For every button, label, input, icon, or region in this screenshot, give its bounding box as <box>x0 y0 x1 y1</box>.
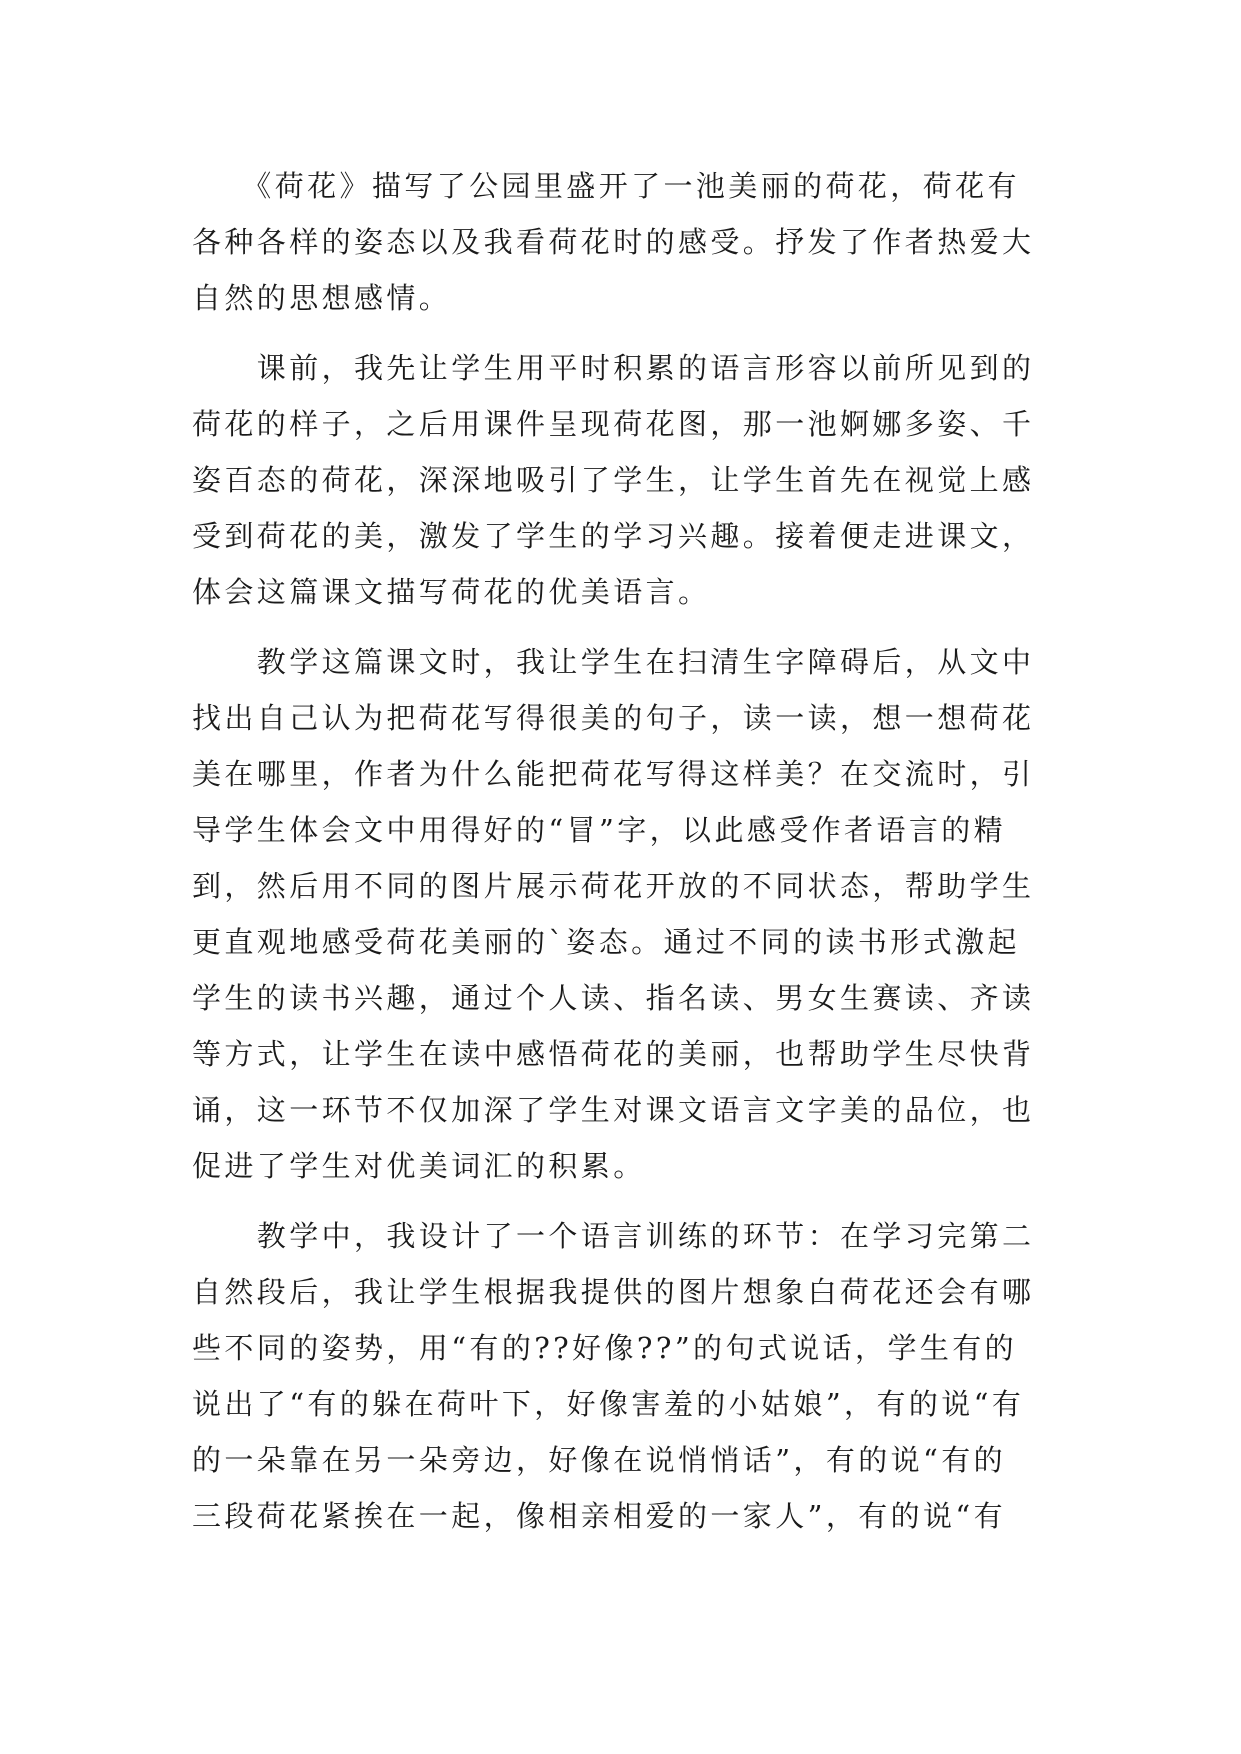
text-line: 诵，这一环节不仅加深了学生对课文语言文字美的品位，也 <box>192 1093 1035 1127</box>
article-body <box>192 158 1052 1544</box>
text-line: 美在哪里，作者为什么能把荷花写得这样美？在交流时，引 <box>192 757 1035 791</box>
text-line: 荷花的样子，之后用课件呈现荷花图，那一池婀娜多姿、千 <box>192 407 1035 441</box>
text-line: 三段荷花紧挨在一起，像相亲相爱的一家人”，有的说“有 <box>192 1499 1007 1533</box>
text-line: 找出自己认为把荷花写得很美的句子，读一读，想一想荷花 <box>192 701 1035 735</box>
paragraph-1 <box>192 158 1052 326</box>
text-line: 课前，我先让学生用平时积累的语言形容以前所见到的 <box>192 351 1035 385</box>
text-line: 学生的读书兴趣，通过个人读、指名读、男女生赛读、齐读 <box>192 981 1035 1015</box>
text-line: 自然段后，我让学生根据我提供的图片想象白荷花还会有哪 <box>192 1275 1035 1309</box>
text-line: 教学这篇课文时，我让学生在扫清生字障碍后，从文中 <box>192 645 1035 679</box>
text-line: 些不同的姿势，用“有的??好像??”的句式说话，学生有的 <box>192 1331 1018 1365</box>
text-line: 各种各样的姿态以及我看荷花时的感受。抒发了作者热爱大 <box>192 225 1035 259</box>
paragraph-3 <box>192 634 1052 1194</box>
text-line: 受到荷花的美，激发了学生的学习兴趣。接着便走进课文， <box>192 519 1035 553</box>
text-line: 等方式，让学生在读中感悟荷花的美丽，也帮助学生尽快背 <box>192 1037 1035 1071</box>
text-line: 更直观地感受荷花美丽的`姿态。通过不同的读书形式激起 <box>192 925 1020 959</box>
text-line: 的一朵靠在另一朵旁边，好像在说悄悄话”，有的说“有的 <box>192 1443 1007 1477</box>
text-line: 说出了“有的躲在荷叶下，好像害羞的小姑娘”，有的说“有 <box>192 1387 1025 1421</box>
paragraph-4 <box>192 1208 1052 1544</box>
text-line: 《荷花》描写了公园里盛开了一池美丽的荷花，荷花有 <box>192 169 1020 203</box>
text-line: 导学生体会文中用得好的“冒”字，以此感受作者语言的精 <box>192 813 1007 847</box>
text-line: 促进了学生对优美词汇的积累。 <box>192 1149 646 1183</box>
text-line: 自然的思想感情。 <box>192 281 452 315</box>
paragraph-2 <box>192 340 1052 620</box>
text-line: 姿百态的荷花，深深地吸引了学生，让学生首先在视觉上感 <box>192 463 1035 497</box>
text-line: 到，然后用不同的图片展示荷花开放的不同状态，帮助学生 <box>192 869 1035 903</box>
text-line: 体会这篇课文描写荷花的优美语言。 <box>192 575 711 609</box>
text-line: 教学中，我设计了一个语言训练的环节：在学习完第二 <box>192 1219 1035 1253</box>
